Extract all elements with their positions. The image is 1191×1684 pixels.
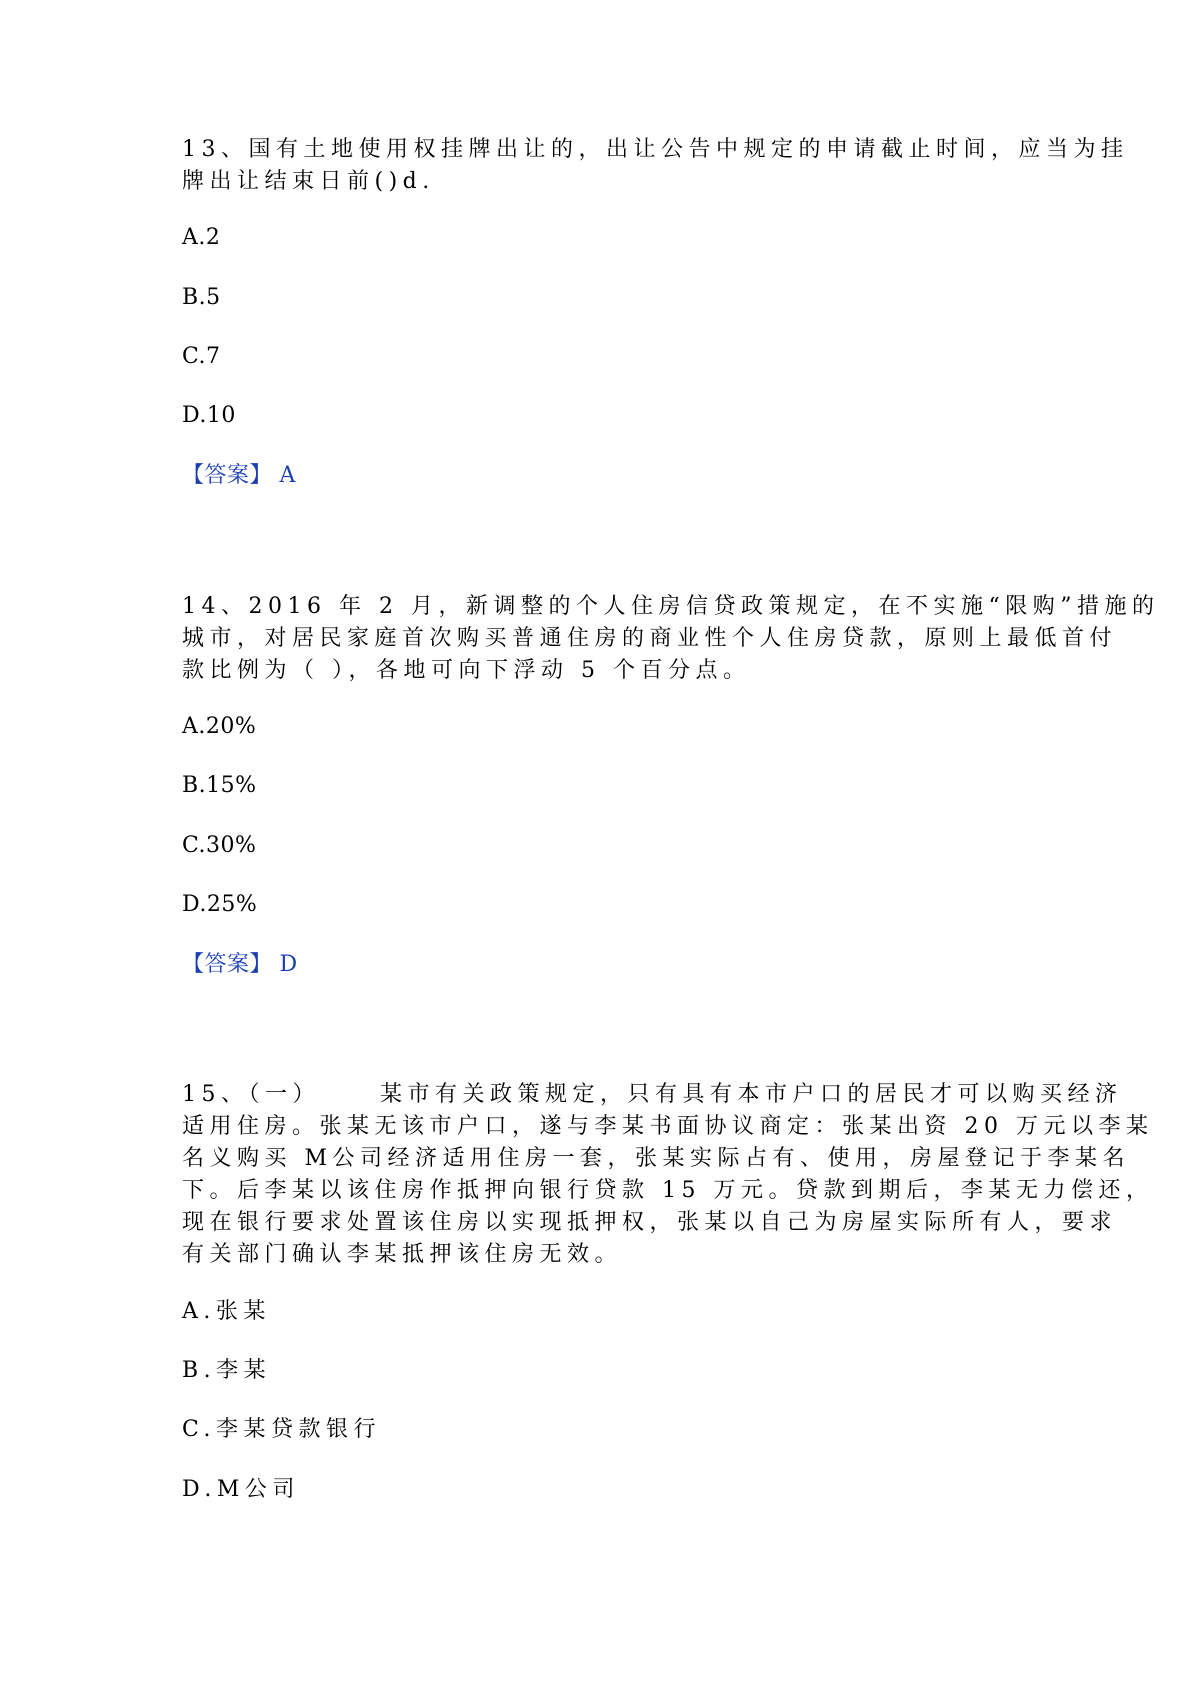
q15-stem-line-4: 下。后李某以该住房作抵押向银行贷款 15 万元。贷款到期后，李某无力偿还， <box>182 1178 1154 1203</box>
q14-option-a: A.20% <box>182 714 257 739</box>
q15-option-c: C.李某贷款银行 <box>182 1417 382 1442</box>
q14-answer-open-bracket: 【 <box>182 952 205 977</box>
q13-option-b: B.5 <box>182 285 221 310</box>
q15-stem-text: 某市有关政策规定，只有具有本市户口的居民才可以购买经济 <box>380 1082 1123 1107</box>
q14-stem-line-2: 城市，对居民家庭首次购买普通住房的商业性个人住房贷款，原则上最低首付 <box>182 626 1118 651</box>
q14-answer <box>182 949 1012 981</box>
q14-answer-value: D <box>279 952 298 977</box>
q13-stem-line-1: 13、国有土地使用权挂牌出让的，出让公告中规定的申请截止时间，应当为挂 <box>182 137 1129 162</box>
q13-answer-value: A <box>279 463 296 488</box>
q14-answer-close-bracket: 】 <box>249 952 273 977</box>
q15-stem-line-3: 名义购买 M公司经济适用住房一套，张某实际占有、使用，房屋登记于李某名 <box>182 1146 1131 1171</box>
q13-stem-line-2: 牌出让结束日前()d. <box>182 169 435 194</box>
q14-answer-label: 答案 <box>204 952 250 977</box>
q14-option-d: D.25% <box>182 892 258 917</box>
q13-answer <box>182 460 1012 492</box>
q13-answer-close-bracket: 】 <box>249 463 273 488</box>
q15-stem-line-1 <box>182 1079 1123 1111</box>
q15-stem-line-6: 有关部门确认李某抵押该住房无效。 <box>182 1242 623 1267</box>
q15-option-b: B.李某 <box>182 1358 272 1383</box>
q15-option-d: D.M公司 <box>182 1477 300 1502</box>
q15-stem-line-5: 现在银行要求处置该住房以实现抵押权，张某以自己为房屋实际所有人，要求 <box>182 1210 1118 1235</box>
q14-stem-line-1: 14、2016 年 2 月，新调整的个人住房信贷政策规定，在不实施“限购”措施的 <box>182 594 1160 619</box>
q13-answer-label: 答案 <box>204 463 250 488</box>
q15-stem-line-2: 适用住房。张某无该市户口，遂与李某书面协议商定：张某出资 20 万元以李某 <box>182 1114 1154 1139</box>
q13-answer-open-bracket: 【 <box>182 463 205 488</box>
q14-option-c: C.30% <box>182 833 257 858</box>
q15-number-label: 15、（一） <box>182 1082 320 1107</box>
q15-option-a: A.张某 <box>182 1299 271 1324</box>
q13-option-d: D.10 <box>182 403 236 428</box>
q14-stem-line-3: 款比例为（ ），各地可向下浮动 5 个百分点。 <box>182 658 751 683</box>
q14-option-b: B.15% <box>182 773 257 798</box>
q13-option-c: C.7 <box>182 344 221 369</box>
q13-option-a: A.2 <box>182 225 221 250</box>
